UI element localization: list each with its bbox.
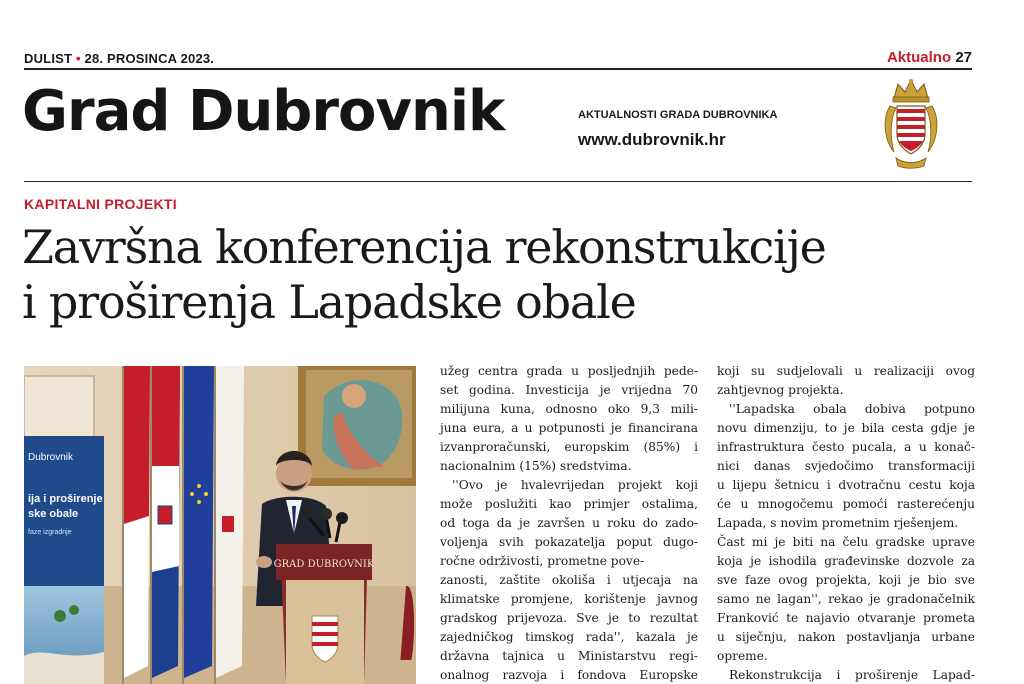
- text-line: onalnog razvoja i fondova Europske: [440, 668, 698, 682]
- text-line: koji su sudjelovali u realizaciji ovog: [717, 364, 976, 378]
- dubrovnik-coat-of-arms-icon: [880, 78, 942, 170]
- text-line: voljenja svih pokazatelja poput dugo-: [440, 535, 698, 549]
- text-line: u lijepu šetnicu i dvotračnu cestu koja: [717, 478, 976, 492]
- text-line: gradskog prijevoza. Sve je to rezultat: [440, 611, 698, 625]
- text-line: samo ne lagan'', rekao je gradonačelnik: [717, 592, 975, 606]
- text-line: u siječnju, nakon postavljanja urbane: [717, 630, 975, 644]
- lectern-sign-text: GRAD DUBROVNIK: [273, 559, 375, 570]
- publication-name: DULIST: [24, 51, 73, 66]
- banner-line-3: faze izgradnje: [28, 529, 72, 536]
- text-line: set godina. Investicija je vrijedna 70: [440, 383, 699, 397]
- text-line: nici danas svjedočimo transformaciji: [717, 459, 975, 473]
- text-line: ročne održivosti, prometne pove-: [440, 554, 645, 568]
- text-line: će u mnogočemu pomoći rasterećenju: [717, 497, 975, 511]
- text-line: zanosti, zaštite okoliša i utjecaja na: [440, 573, 698, 587]
- text-line: može poslužiti kao primjer ostalima,: [440, 497, 698, 511]
- text-line: Čast mi je biti na čelu gradske uprave: [717, 535, 975, 549]
- text-line: milijuna kuna, odnosno oko 9,3 mili-: [440, 402, 699, 416]
- text-line: ''Lapadska obala dobiva potpuno: [729, 402, 975, 416]
- article-column-2: [717, 362, 975, 684]
- website-link[interactable]: www.dubrovnik.hr: [578, 130, 726, 149]
- text-line: državna tajnica u Ministarstvu regi-: [440, 649, 698, 663]
- headline-line-1: Završna konferencija rekonstrukcije: [22, 220, 826, 274]
- text-line: koja je ishodila građevinske dozvole za: [717, 554, 976, 568]
- banner-line-2: ske obale: [28, 508, 79, 520]
- page-header-bar: [24, 48, 972, 70]
- article-kicker: KAPITALNI PROJEKTI: [24, 196, 177, 212]
- text-line: od toga da je završen u roku do zado-: [440, 516, 699, 530]
- article-column-1: [440, 362, 698, 684]
- text-line: sve faze ovog projekta, koji je bio sve: [717, 573, 975, 587]
- text-line: juna eura, a u potpunosti je financirana: [440, 421, 698, 435]
- text-line: Lapada, s novim prometnim rješenjem.: [717, 516, 959, 530]
- text-line: ''Ovo je hvalevrijedan projekt koji: [452, 478, 698, 492]
- text-line: užeg centra grada u posljednjih pede-: [440, 364, 698, 378]
- section-page-label: [887, 49, 972, 66]
- bullet-separator: •: [75, 51, 81, 66]
- banner-line-1: ija i proširenje: [28, 493, 103, 505]
- page-number: 27: [955, 49, 972, 66]
- article-headline: [22, 220, 982, 330]
- text-line: klimatske promjene, korištenje javnog: [440, 592, 698, 606]
- text-line: Franković te najavio otvaranje prometa: [717, 611, 975, 625]
- text-line: zajedničkog timskog rada'', kazala je: [440, 630, 698, 644]
- article-photo: [24, 366, 416, 684]
- publication-date-line: [24, 51, 214, 66]
- headline-line-2: i proširenja Lapadske obale: [22, 275, 636, 329]
- text-line: infrastruktura često pucala, a u konač-: [717, 440, 975, 454]
- text-line: opreme.: [717, 649, 768, 663]
- text-line: novu dimenziju, to je bila cesta gdje je: [717, 421, 976, 435]
- masthead-title: Grad Dubrovnik: [22, 79, 505, 144]
- banner-brand: Dubrovnik: [28, 452, 74, 463]
- masthead-tagline: AKTUALNOSTI GRADA DUBROVNIKA: [578, 109, 778, 121]
- issue-date: 28. PROSINCA 2023.: [84, 51, 215, 66]
- text-line: zahtjevnog projekta.: [717, 383, 844, 397]
- text-line: izvanproračunski, europskim (85%) i: [440, 440, 699, 454]
- section-name: Aktualno: [886, 49, 952, 66]
- text-line: Rekonstrukcija i proširenje Lapad-: [729, 668, 975, 682]
- text-line: nacionalnim (15%) sredstvima.: [440, 459, 632, 473]
- masthead-divider: [24, 181, 972, 182]
